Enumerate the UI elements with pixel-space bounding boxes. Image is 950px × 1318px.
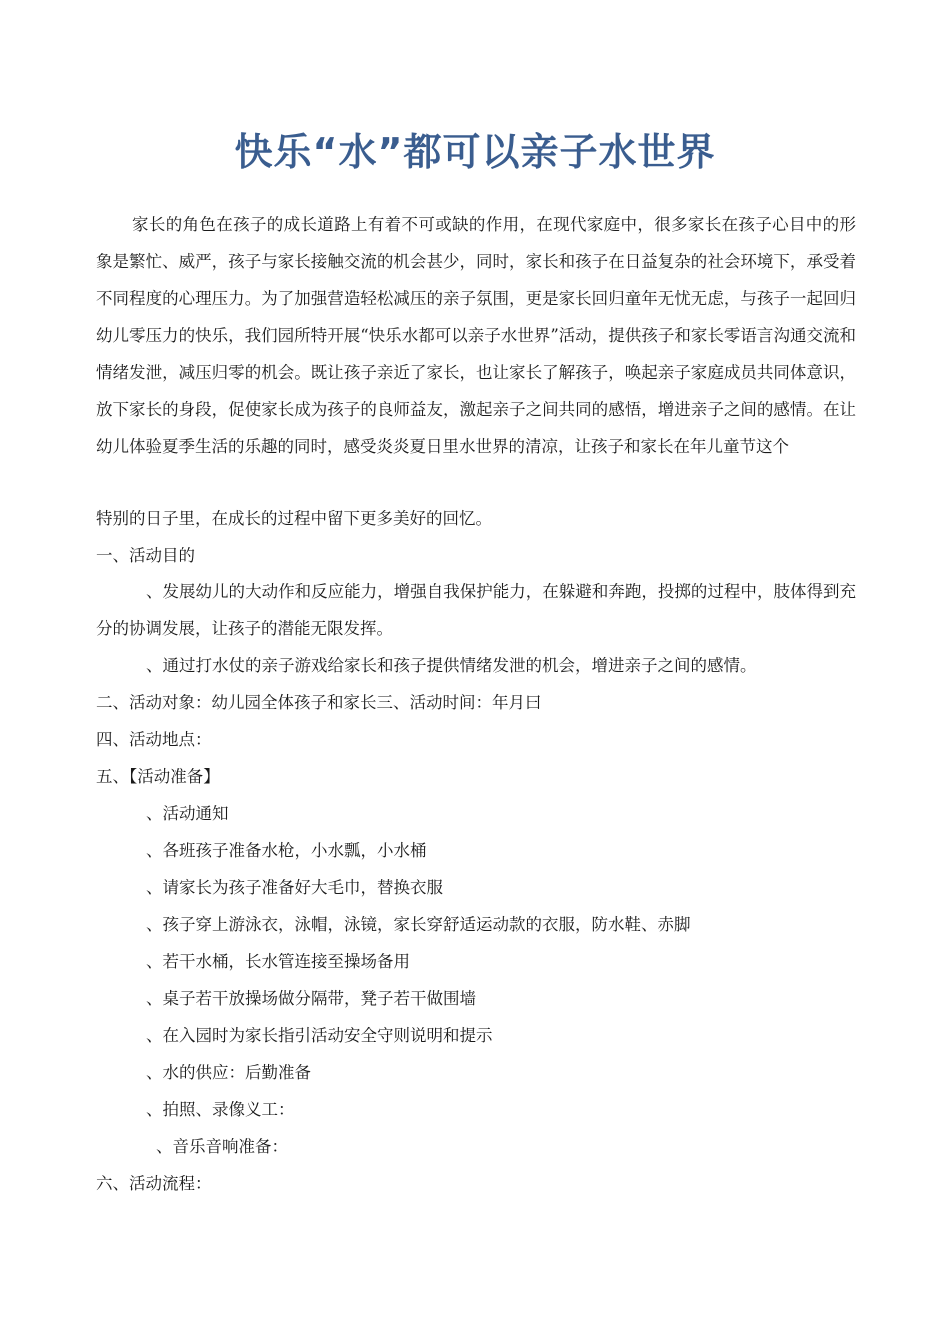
intro-paragraph: 家长的角色在孩子的成长道路上有着不可或缺的作用，在现代家庭中，很多家长在孩子心目中的形象是繁忙、威严，孩子与家长接触交流的机会甚少，同时，家长和孩子在日益复杂的社会环境下，承受着不同程度的心理压力。为了加强营造轻松减压的亲子氛围，更是家长回归童年无忧无虑，与孩子一起回归幼儿零压力的快乐，我们园所特开展“快乐水都可以亲子水世界”活动，提供孩子和家长零语言沟通交流和情绪发泄，减压归零的机会。既让孩子亲近了家长，也让家长了解孩子，唤起亲子家庭成员共同体意识，放下家长的身段，促使家长成为孩子的良师益友，激起亲子之间共同的感悟，增进亲子之间的感情。在让幼儿体验夏季生活的乐趣的同时，感受炎炎夏日里水世界的清凉，让孩子和家长在年儿童节这个 <box>96 215 856 456</box>
section-heading-process: 六、活动流程： <box>96 1174 212 1193</box>
page-title: 快乐“水”都可以亲子水世界 <box>234 130 716 174</box>
section-heading-preparation: 五、【活动准备】 <box>96 767 220 786</box>
intro-paragraph-end: 特别的日子里，在成长的过程中留下更多美好的回忆。 <box>96 509 492 528</box>
prep-item-10: 、音乐音响准备： <box>156 1137 288 1156</box>
prep-item-7: 、在入园时为家长指引活动安全守则说明和提示 <box>146 1026 493 1045</box>
goal-item-1: 、发展幼儿的大动作和反应能力，增强自我保护能力，在躲避和奔跑，投掷的过程中，肢体得到充分的协调发展，让孩子的潜能无限发挥。 <box>96 582 856 638</box>
prep-item-5: 、若干水桶，长水管连接至操场备用 <box>146 952 410 971</box>
prep-item-4: 、孩子穿上游泳衣，泳帽，泳镜，家长穿舒适运动款的衣服，防水鞋、赤脚 <box>146 915 691 934</box>
prep-item-1: 、活动通知 <box>146 804 229 823</box>
section-heading-goals: 一、活动目的 <box>96 546 195 565</box>
goal-item-2: 、通过打水仗的亲子游戏给家长和孩子提供情绪发泄的机会，增进亲子之间的感情。 <box>146 656 757 675</box>
section-heading-participants: 二、活动对象：幼儿园全体孩子和家长三、活动时间：年月曰 <box>96 693 542 712</box>
prep-item-6: 、桌子若干放操场做分隔带，凳子若干做围墙 <box>146 989 476 1008</box>
prep-item-8: 、水的供应：后勤准备 <box>146 1063 311 1082</box>
prep-item-3: 、请家长为孩子准备好大毛巾，替换衣服 <box>146 878 443 897</box>
section-heading-location: 四、活动地点： <box>96 730 212 749</box>
prep-item-9: 、拍照、录像义工： <box>146 1100 295 1119</box>
prep-item-2: 、各班孩子准备水枪，小水瓢，小水桶 <box>146 841 427 860</box>
